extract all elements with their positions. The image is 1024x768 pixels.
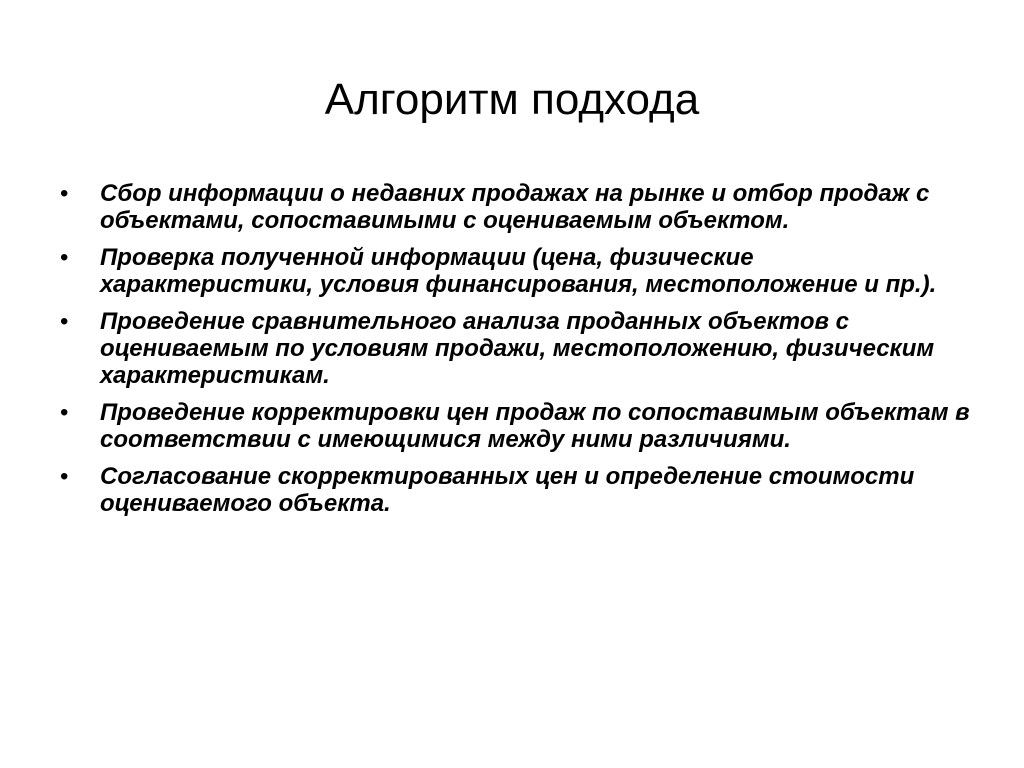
bullet-item	[60, 463, 970, 517]
bullet-item	[60, 399, 970, 453]
bullet-icon: •	[60, 244, 69, 271]
bullet-text: Проведение корректировки цен продаж по сопоставимым объектам в соответствии с имеющимися между ними различиями.	[100, 399, 970, 453]
bullet-list	[60, 180, 970, 527]
bullet-icon: •	[60, 180, 69, 207]
slide-title: Алгоритм подхода	[324, 75, 700, 124]
bullet-item	[60, 308, 970, 389]
bullet-icon: •	[60, 463, 69, 490]
bullet-icon: •	[60, 308, 69, 335]
bullet-item	[60, 180, 970, 234]
bullet-text: Согласование скорректированных цен и определение стоимости оцениваемого объекта.	[100, 463, 915, 517]
bullet-icon: •	[60, 399, 69, 426]
bullet-text: Сбор информации о недавних продажах на рынке и отбор продаж с объектами, сопоставимыми с оцениваемым объектом.	[100, 180, 930, 234]
bullet-text: Проверка полученной информации (цена, физические характеристики, условия финансирования, местоположение и пр.).	[100, 244, 937, 298]
bullet-text: Проведение сравнительного анализа проданных объектов с оцениваемым по условиям продажи, местоположению, физическим характеристикам.	[100, 308, 935, 389]
bullet-item	[60, 244, 970, 298]
